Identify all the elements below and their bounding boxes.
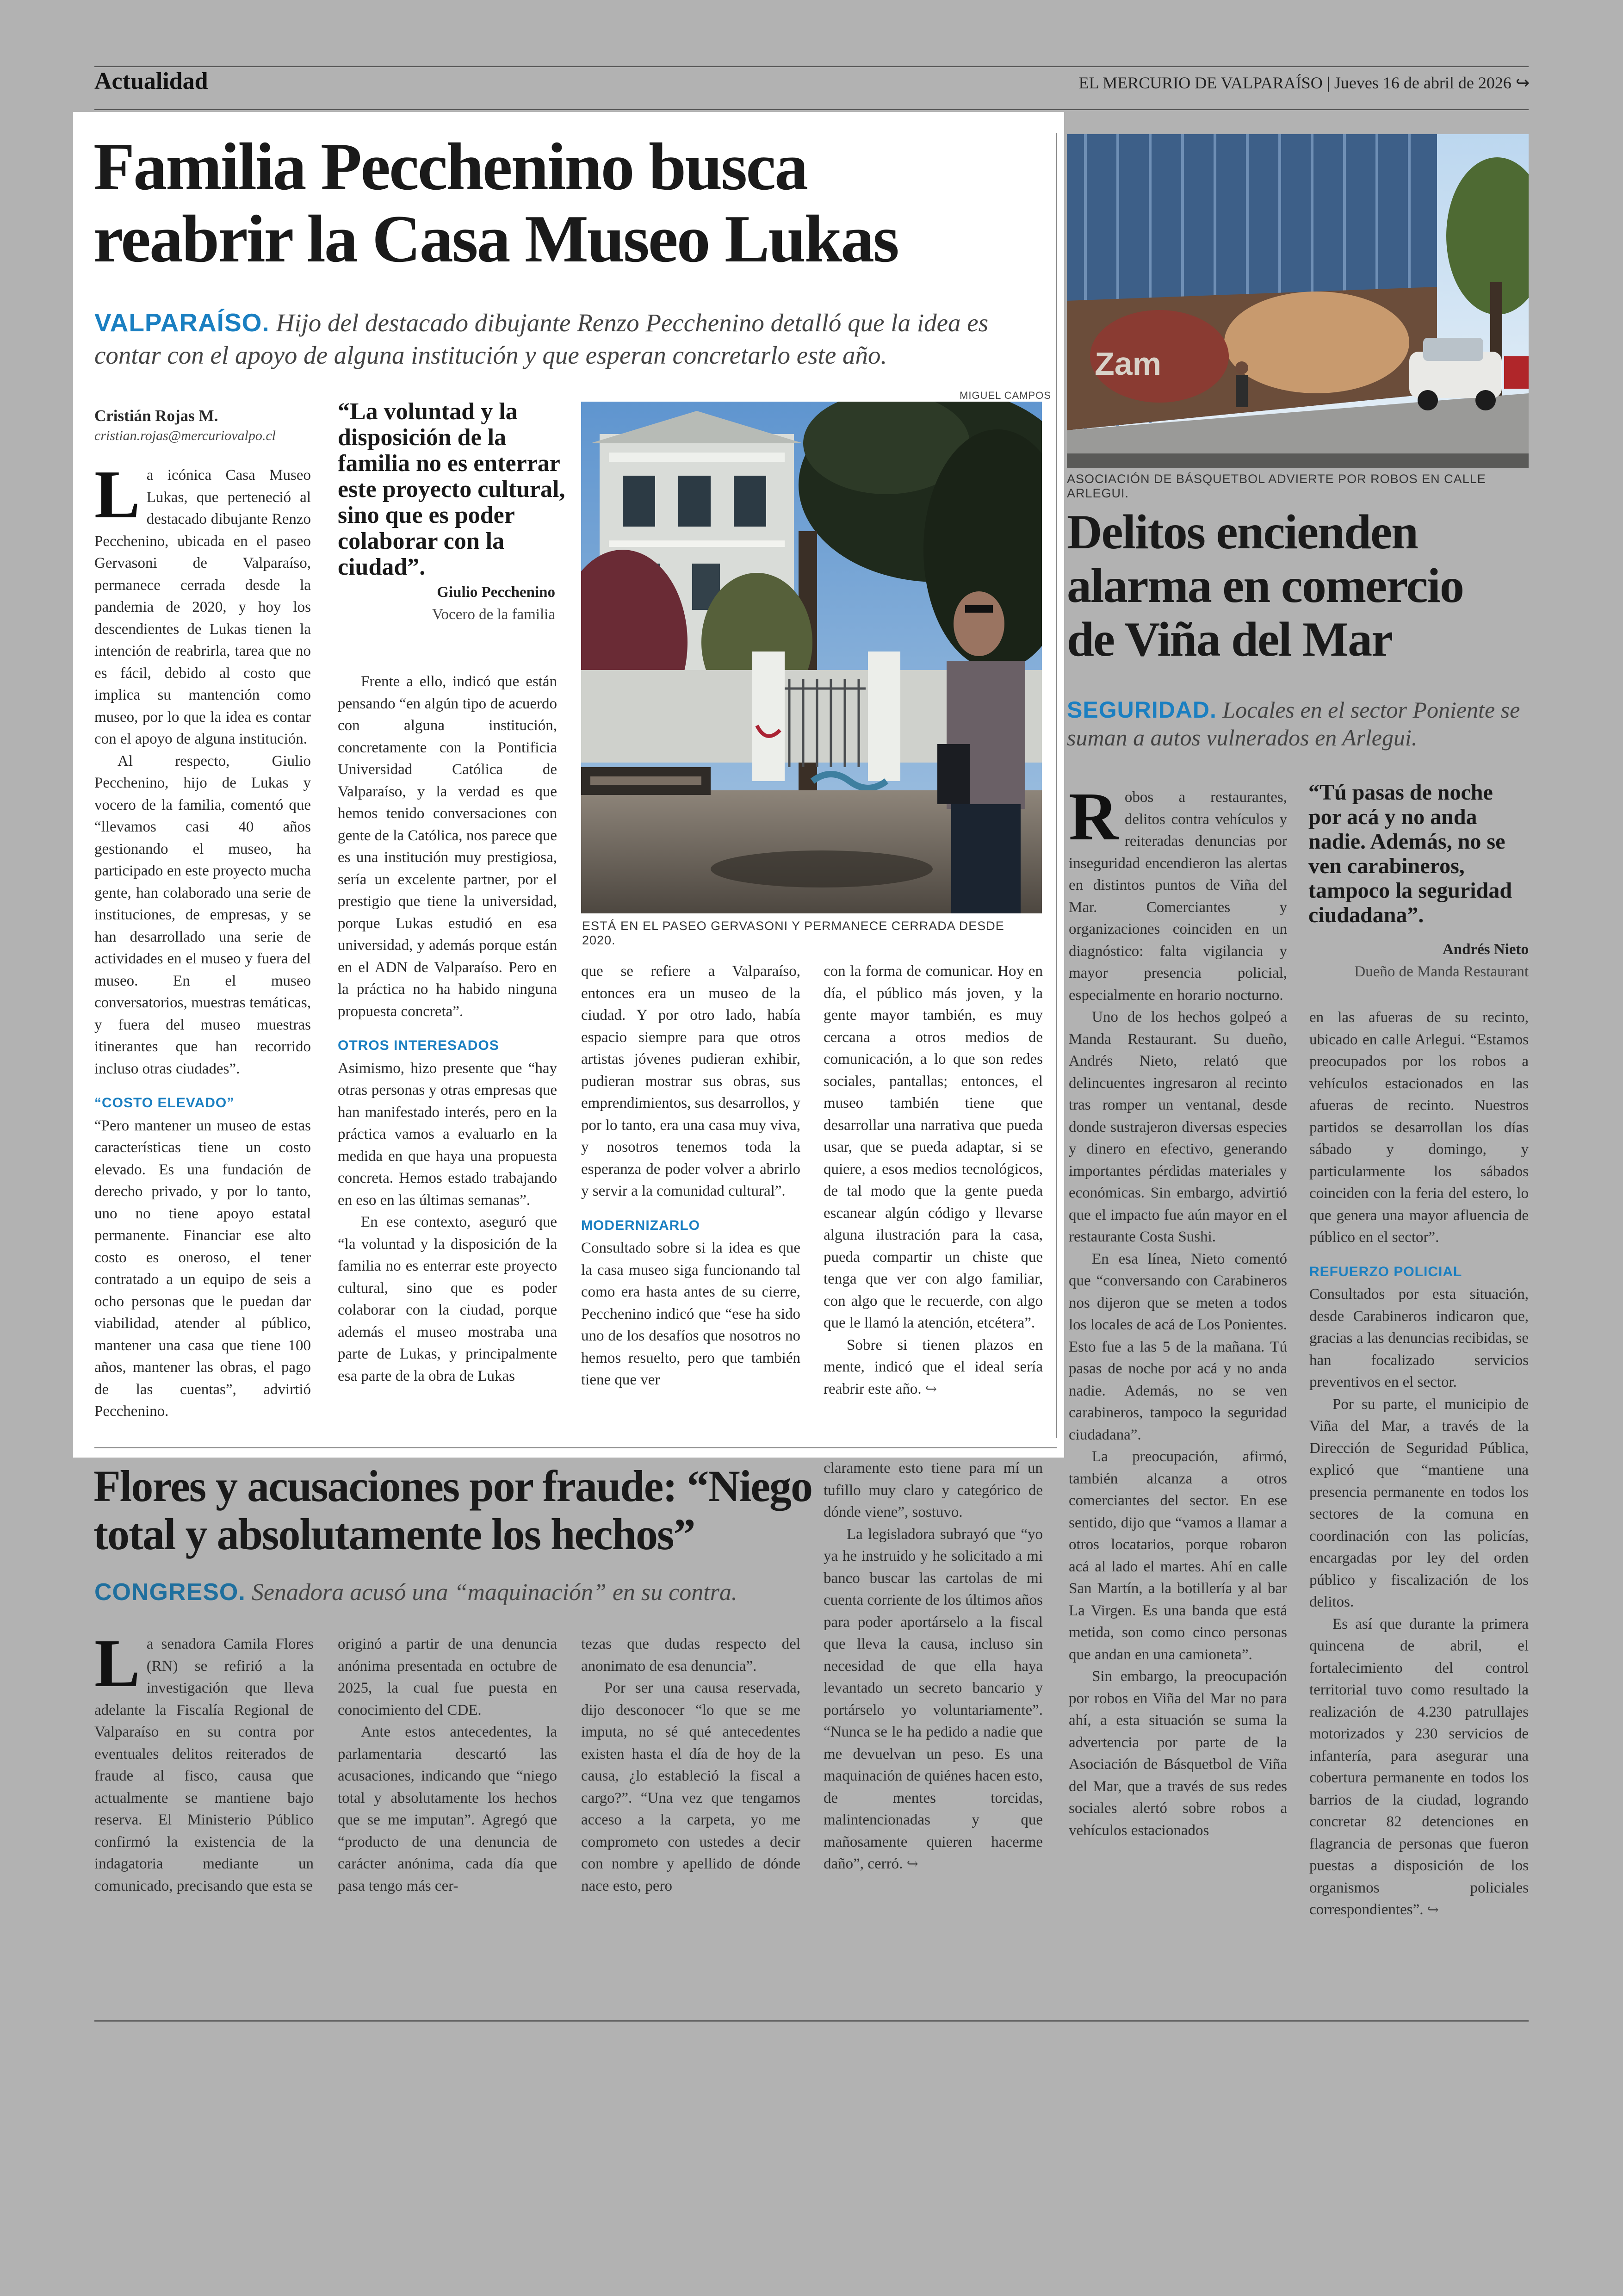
- section-label: Actualidad: [94, 68, 208, 94]
- main-pullquote-role: Vocero de la familia: [432, 606, 555, 623]
- main-paragraph: [94, 457, 311, 751]
- bottom-deck-text: Senadora acusó una “maquinación” en su contra.: [251, 1579, 737, 1606]
- right-deck: [1067, 696, 1530, 751]
- main-paragraph: con la forma de comunicar. Hoy en día, el público más joven, y la gente mayor también, es muy cercana a otros medios de comunicación, a lo que son redes sociales, pantallas; entonces, el museo también tiene que desarrollar una narrativa que pueda usar, que se pueda adaptar, si se quiere, a esos medios tecnológicos, de tal modo que la gente pueda escanear algún código y llevarse alguna ilustración para la casa, pueda compartir un chiste que tenga que ver con algo familiar, con algo que le recuerde, con algo que le llamó la atención, etcétera”.: [824, 963, 1043, 1331]
- right-headline: [1067, 505, 1530, 666]
- header-rule: [94, 109, 1529, 110]
- subhead-costo-elevado: “COSTO ELEVADO”: [94, 1095, 235, 1111]
- subhead-refuerzo-policial: REFUERZO POLICIAL: [1309, 1264, 1462, 1279]
- right-col1-p1-text: obos a restaurantes, delitos contra vehículos y reiteradas denuncias por inseguridad encendieron las alertas en distintos puntos de Viña del Mar. Comerciantes y organizaciones coinciden en un diagnóstico: falta vigilancia y mayor presencia policial, especialmente en horario nocturno.: [1069, 789, 1287, 1004]
- right-pullquote-role: Dueño de Manda Restaurant: [1354, 963, 1529, 980]
- bottom-col1-p1-text: a senadora Camila Flores (RN) se refirió a la investigación que lleva adelante la Fiscalía Regional de Valparaíso en su contra por eventuales delitos reiterados de fraude al fisco, causa que actualmente se mantiene bajo reserva. El Ministerio Público confirmó la existencia de la indagatoria mediante un comunicado, precisando que esta se: [94, 1636, 314, 1894]
- main-paragraph: Al respecto, Giulio Pecchenino, hijo de Lukas y vocero de la familia, comentó que “llevamos casi 40 años gestionando el museo, ha participado en este proyecto mucha gente, han colaborado una serie de instituciones, de empresas, y se han desarrollado una serie de actividades en el museo y fuera del museo. En el museo conversatorios, muestras temáticas, y fuera del museo muestras itinerantes que han recorrido incluso otras ciudades”.: [94, 752, 311, 1077]
- right-headline-line-1: Delitos encienden: [1067, 505, 1418, 559]
- main-paragraph: En ese contexto, aseguró que “la voluntad y la disposición de la familia no es enterrar este proyecto cultural, sino que es poder colaborar con la ciudad, porque además el museo mostraba una parte de Lukas, y principalmente esa parte de la obra de Lukas: [338, 1214, 557, 1384]
- main-col-2: [338, 671, 557, 1387]
- main-headline-line-1: Familia Pecchenino busca: [93, 129, 807, 204]
- arlegui-mural-photo-illustration: [1067, 134, 1529, 468]
- bottom-col-1: [94, 1626, 314, 1897]
- top-rule: [94, 66, 1529, 67]
- right-pullquote-name: Andrés Nieto: [1442, 941, 1529, 958]
- main-headline: [93, 130, 1056, 275]
- bottom-col-2: [338, 1633, 557, 1897]
- right-headline-line-3: de Viña del Mar: [1067, 612, 1393, 666]
- right-photo-caption: ASOCIACIÓN DE BÁSQUETBOL ADVIERTE POR ROBOS EN CALLE ARLEGUI.: [1067, 472, 1486, 500]
- right-paragraph: Por su parte, el municipio de Viña del Mar, a través de la Dirección de Seguridad Pública, explicó que “mantiene una presencia permanente en todos los sectores de la comuna en coordinación con las policías, encargadas por ley del orden público y fiscalización de los delitos.: [1309, 1396, 1529, 1610]
- bottom-story-rule: [94, 1447, 1057, 1448]
- main-end-glyph: ↪: [925, 1381, 937, 1397]
- right-end-glyph: ↪: [1427, 1902, 1439, 1917]
- casa-museo-photo-illustration: [581, 402, 1042, 913]
- main-paragraph: que se refiere a Valparaíso, entonces era un museo de la ciudad. Y por otro lado, había espacio siempre para que otros artistas jóvenes pudieran exhibir, pudieran mostrar sus obras, sus emprendimientos, sus desarrollos, y por lo tanto, era una casa muy viva, y nosotros tenemos toda la esperanza de poder volver a abrirlo y servir a la comunidad cultural”.: [581, 963, 800, 1199]
- right-paragraph: [1309, 1613, 1529, 1921]
- running-head: [1079, 73, 1530, 93]
- main-col-3: [581, 961, 800, 1391]
- main-pullquote: “La voluntad y la disposición de la familia no es enterrar este proyecto cultural, sino que es poder colaborar con la ciudad”.: [338, 398, 565, 580]
- casa-museo-photo: [581, 402, 1042, 913]
- right-dropcap: R: [1069, 779, 1118, 855]
- main-col-4: [824, 961, 1043, 1400]
- main-kicker: VALPARAÍSO.: [94, 308, 270, 337]
- right-col-1: [1069, 779, 1287, 1842]
- bottom-paragraph: claramente esto tiene para mí un tufillo muy claro y categórico de dónde viene”, sostuvo.: [824, 1460, 1043, 1520]
- bottom-col-3: [581, 1633, 800, 1897]
- right-paragraph: Consultados por esta situación, desde Carabineros indicaron que, gracias a las denuncias recibidas, se han focalizado servicios preventivos en el sector.: [1309, 1286, 1529, 1390]
- main-paragraph: [824, 1334, 1043, 1401]
- arlegui-mural-photo: [1067, 134, 1529, 468]
- main-paragraph: Consultado sobre si la idea es que la casa museo siga funcionando tal como era hasta antes de su cierre, Pecchenino indicó que “ese ha sido uno de los desafíos que nosotros no hemos resuelto, pero que también tiene que ver: [581, 1240, 800, 1388]
- main-paragraph: Frente a ello, indicó que están pensando “en algún tipo de acuerdo con alguna institución, concretamente con la Pontificia Universidad Católica de Valparaíso, y la verdad es que hemos tenido conversaciones con gente de la Católica, nos parece que es una institución muy prestigiosa, sería un excelente partner, por el prestigio que tiene la universidad, porque Lukas estudió en esa universidad, y además porque están en el ADN de Valparaíso. Pero en la práctica no ha habido ninguna propuesta concreta”.: [338, 673, 557, 1020]
- right-deck-text: Locales en el sector Poniente se suman a autos vulnerados en Arlegui.: [1067, 697, 1520, 751]
- right-paragraph: La preocupación, afirmó, también alcanza a otros comerciantes del sector. En ese sentido, dijo que “vamos a llamar a otros locatarios, porque robaron acá al lado el martes. Ahí en calle San Martín, a la botillería y al bar La Virgen. Es una banda que está metida, son como cinco personas que andan en una camioneta”.: [1069, 1448, 1287, 1663]
- right-paragraph: En esa línea, Nieto comentó que “conversando con Carabineros nos dijeron que se meten a todos los locales de acá de Los Ponientes. Esto fue a las 5 de la mañana. Tú pasas de noche por acá y no anda nadie. Además, no se ven carabineros, tampoco la seguridad ciudadana”.: [1069, 1250, 1287, 1443]
- main-pullquote-name: Giulio Pecchenino: [437, 584, 555, 601]
- bottom-paragraph: Por ser una causa reservada, dijo desconocer “lo que se me imputa, no sé qué antecedentes existen hasta el día de hoy de la causa, ¿lo estableció la fiscal a cargo?”. “Una vez que tengamos acceso a la carpeta, yo me comprometo con ustedes a decir con nombre y apellido de dónde nace esto, pero: [581, 1680, 800, 1894]
- column-divider: [1056, 133, 1057, 1438]
- right-headline-line-2: alarma en comercio: [1067, 558, 1463, 613]
- right-col2-p4-text: Es así que durante la primera quincena de abril, el fortalecimiento del control territorial tuvo como resultado la realización de 4.230 patrullajes motorizados y 230 servicios de infantería, para asegurar una cobertura permanente en todos los barrios de la ciudad, logrando concretar 82 detenciones en flagrancia de personas que fueron puestas a disposición de los organismos policiales correspondientes”.: [1309, 1615, 1529, 1918]
- svg-text:Zam: Zam: [1095, 346, 1161, 382]
- bottom-paragraph: originó a partir de una denuncia anónima presentada en octubre de 2025, la cual fue puesta en conocimiento del CDE.: [338, 1636, 557, 1719]
- right-pullquote: “Tú pasas de noche por acá y no anda nadie. Además, no se ven carabineros, tampoco la seguridad ciudadana”.: [1308, 780, 1512, 927]
- bottom-paragraph: tezas que dudas respecto del anonimato de esa denuncia”.: [581, 1636, 800, 1675]
- main-dropcap: L: [94, 457, 140, 533]
- bottom-kicker: CONGRESO.: [94, 1579, 246, 1606]
- main-photo-credit: MIGUEL CAMPOS: [960, 390, 1051, 401]
- bottom-paragraph: [824, 1524, 1043, 1875]
- main-paragraph: Asimismo, hizo presente que “hay otras personas y otras empresas que han manifestado interés, pero en la práctica vamos a evaluarlo en la medida en que haya una propuesta concreta. Hemos estado trabajando en eso en las últimas semanas”.: [338, 1060, 557, 1209]
- byline-email: cristian.rojas@mercuriovalpo.cl: [94, 428, 276, 443]
- bottom-paragraph: [94, 1626, 314, 1897]
- right-paragraph: Sin embargo, la preocupación por robos en Viña del Mar no para ahí, a esta situación se suma la advertencia por parte de la Asociación de Básquetbol de Viña del Mar, que a través de sus redes sociales alertó sobre robos a vehículos estacionados: [1069, 1668, 1287, 1839]
- bottom-col-4: [824, 1458, 1043, 1875]
- bottom-headline-line-1: Flores y acusaciones por fraude: “Niego: [93, 1461, 812, 1511]
- bottom-deck: [94, 1578, 816, 1607]
- main-col-1: [94, 405, 311, 1423]
- right-paragraph: Uno de los hechos golpeó a Manda Restaurant. Su dueño, Andrés Nieto, relató que delincuentes ingresaron al recinto tras romper un ventanal, desde donde sustrajeron diversas especies y dinero en efectivo, generando importantes pérdidas materiales y económicas. Sin embargo, advirtió que el impacto fue aún mayor en el restaurante Costa Sushi.: [1069, 1009, 1287, 1245]
- main-paragraph: “Pero mantener un museo de estas características tiene un costo elevado. Es una fundación de derecho privado, y por lo tanto, uno no tiene apoyo estatal permanente. Financiar ese alto costo es oneroso, el tener contratado a un equipo de seis a ocho personas que le puedan dar viabilidad, atender al público, mantener una casa que tiene 100 años, mantener las obras, el pago de las cuentas”, advirtió Pecchenino.: [94, 1117, 311, 1420]
- main-col1-p1-text: a icónica Casa Museo Lukas, que perteneció al destacado dibujante Renzo Pecchenino, ubicada en el paseo Gervasoni de Valparaíso, permanece cerrada desde la pandemia de 2020, y hoy los descendientes de Lukas tienen la intención de reabrirla, tarea que no es fácil, debido al costo que implica su mantención como museo, por lo que la idea es contar con el apoyo de alguna institución.: [94, 467, 311, 747]
- right-paragraph: en las afueras de su recinto, ubicado en calle Arlegui. “Estamos preocupados por los robos a vehículos estacionados en las afueras de recinto. Nuestros partidos se desarrollan los días sábado y domingo, y particularmente los sábados coinciden con la feria del estero, lo que genera una mayor afluencia de público en el sector”.: [1309, 1009, 1529, 1246]
- main-headline-line-2: reabrir la Casa Museo Lukas: [93, 201, 898, 276]
- bottom-dropcap: L: [94, 1626, 140, 1701]
- bottom-end-glyph: ↪: [906, 1856, 918, 1872]
- right-kicker: SEGURIDAD.: [1067, 697, 1217, 723]
- main-deck-text: Hijo del destacado dibujante Renzo Pecchenino detalló que la idea es contar con el apoyo de alguna institución y que esperan concretarlo este año.: [94, 309, 989, 369]
- right-col-2: [1309, 1007, 1529, 1921]
- main-photo-caption: ESTÁ EN EL PASEO GERVASONI Y PERMANECE CERRADA DESDE 2020.: [582, 919, 1004, 947]
- running-head-text: EL MERCURIO DE VALPARAÍSO | Jueves 16 de abril de 2026: [1078, 74, 1511, 92]
- main-col4-p2-text: Sobre si tienen plazos en mente, indicó que el ideal sería reabrir este año.: [824, 1336, 1043, 1397]
- bottom-col4-p2-text: La legisladora subrayó que “yo ya he instruido y he solicitado a mi banco buscar las cartolas de mi cuenta corriente de los últimos años para poder aportárselo a la fiscal que lleva la causa, incluso sin necesidad de que ella haya levantado un secreto bancario y portárselo yo voluntariamente”. “Nunca se le ha pedido a nadie que me devuelvan un peso. Es una maquinación de quiénes hacen esto, de mentes torcidas, malintencionadas y que mañosamente quieren hacerme daño”, cerró.: [824, 1526, 1043, 1872]
- footer-rule: [94, 2020, 1529, 2022]
- right-paragraph: [1069, 779, 1287, 1006]
- byline-author: Cristián Rojas M.: [94, 407, 218, 425]
- subhead-modernizarlo: MODERNIZARLO: [581, 1217, 700, 1233]
- main-deck: [94, 306, 1057, 372]
- bottom-headline-line-2: total y absolutamente los hechos”: [93, 1509, 695, 1559]
- subhead-otros-interesados: OTROS INTERESADOS: [338, 1038, 499, 1053]
- running-head-end-glyph: ↪: [1515, 74, 1530, 92]
- bottom-paragraph: Ante estos antecedentes, la parlamentaria descartó las acusaciones, indicando que “niego total y absolutamente los hechos que se me imputan”. Agregó que “producto de una denuncia de carácter anónima, cada día que pasa tengo más cer-: [338, 1724, 557, 1894]
